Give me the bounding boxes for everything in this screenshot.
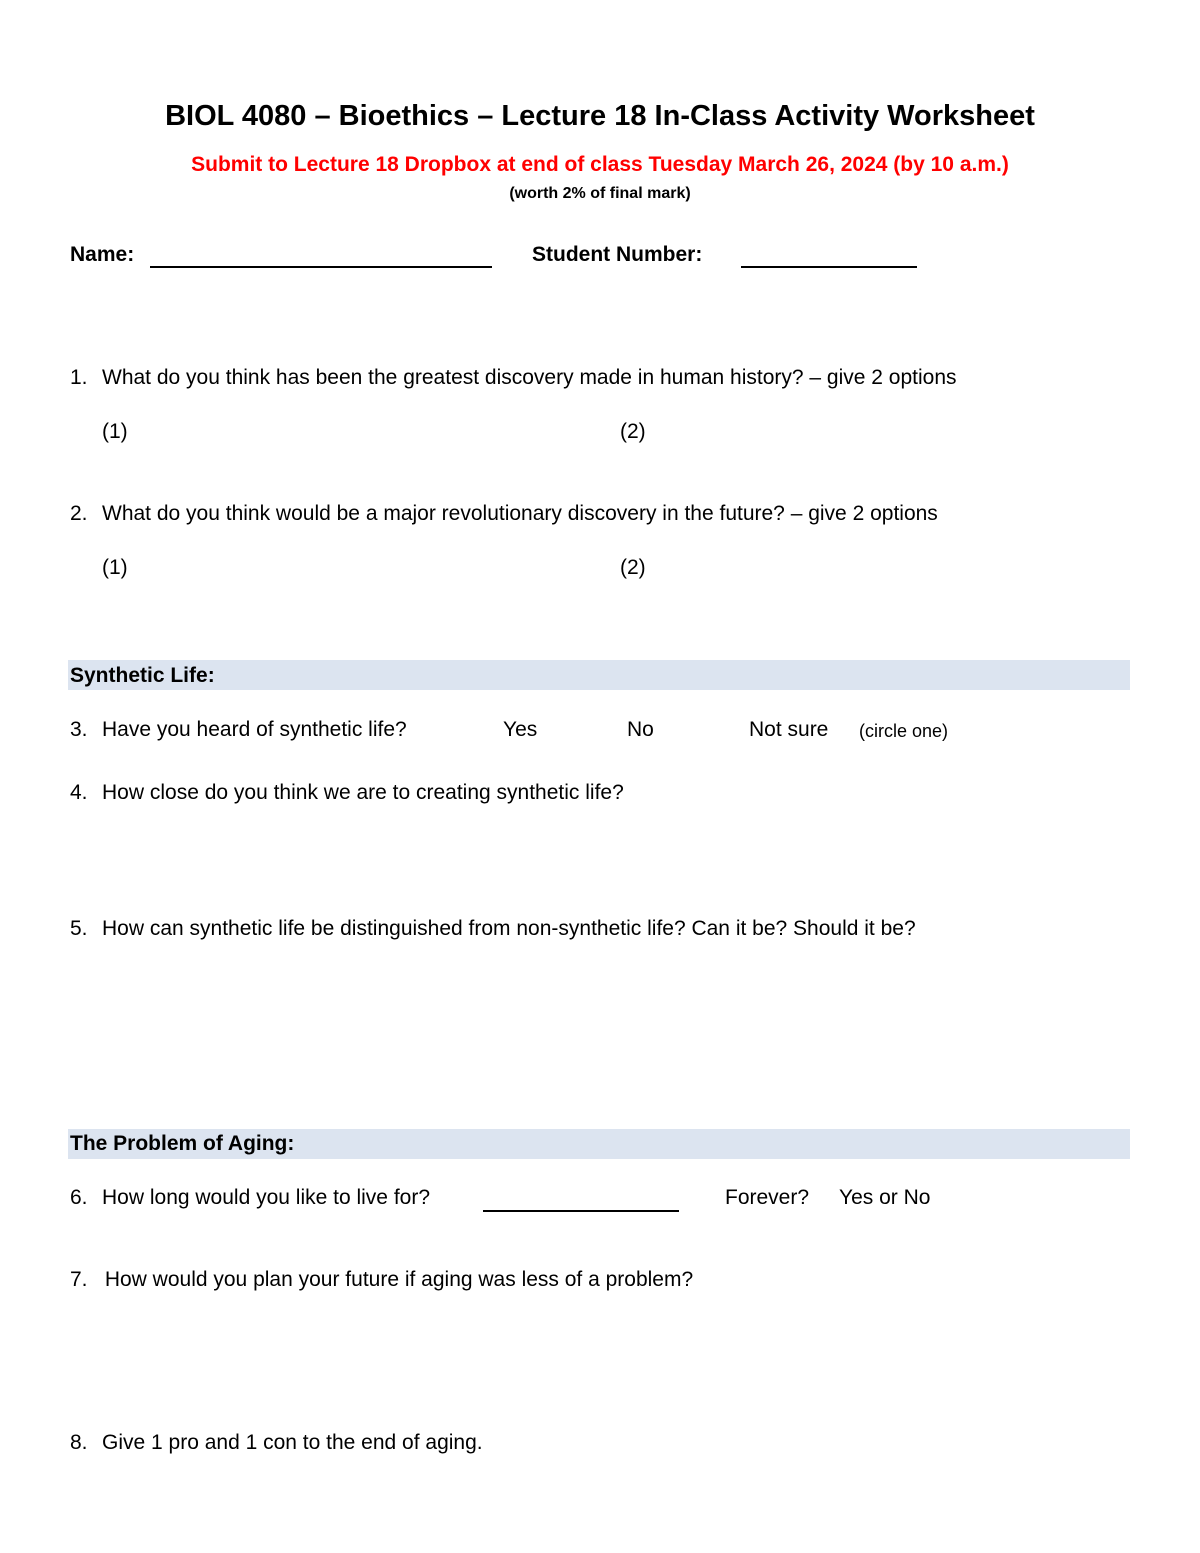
name-label: Name: xyxy=(70,243,135,266)
question-number: 3. xyxy=(70,718,88,741)
question-number: 7. xyxy=(70,1268,88,1291)
question-text: What do you think would be a major revolutionary discovery in the future? – give 2 options xyxy=(102,502,938,525)
question-number: 2. xyxy=(70,502,88,525)
answer-not-sure[interactable]: Not sure xyxy=(749,718,829,741)
answer-yes[interactable]: Yes xyxy=(503,718,538,741)
q1-option-1-label: (1) xyxy=(102,420,128,443)
question-8 xyxy=(70,1428,483,1458)
question-number: 8. xyxy=(70,1431,88,1454)
section-band-synthetic-life xyxy=(68,660,1130,690)
worth-note: (worth 2% of final mark) xyxy=(509,185,691,202)
question-text: How would you plan your future if aging was less of a problem? xyxy=(99,1268,694,1291)
q1-option-2-label: (2) xyxy=(620,420,646,443)
question-text: Give 1 pro and 1 con to the end of aging. xyxy=(102,1431,483,1454)
section-title-synthetic-life: Synthetic Life: xyxy=(70,664,215,687)
circle-one-hint: (circle one) xyxy=(859,721,949,741)
question-text: How can synthetic life be distinguished from non-synthetic life? Can it be? Should it be? xyxy=(102,917,916,940)
question-number: 4. xyxy=(70,781,88,804)
question-number: 5. xyxy=(70,917,88,940)
student-number-label: Student Number: xyxy=(532,243,703,266)
question-text: How long would you like to live for? xyxy=(102,1186,431,1209)
section-title-aging: The Problem of Aging: xyxy=(70,1132,295,1155)
question-1 xyxy=(70,363,957,393)
question-text: Have you heard of synthetic life? xyxy=(102,718,407,741)
q2-option-2-label: (2) xyxy=(620,556,646,579)
q2-option-1-label: (1) xyxy=(102,556,128,579)
forever-question: Forever? xyxy=(725,1186,810,1209)
question-7 xyxy=(70,1265,693,1295)
name-field[interactable] xyxy=(150,244,492,268)
submission-note: Submit to Lecture 18 Dropbox at end of class Tuesday March 26, 2024 (by 10 a.m.) xyxy=(191,153,1009,176)
question-text: What do you think has been the greatest discovery made in human history? – give 2 options xyxy=(102,366,957,389)
question-2 xyxy=(70,499,938,529)
yes-or-no-options[interactable]: Yes or No xyxy=(839,1186,931,1209)
question-4 xyxy=(70,778,624,808)
question-number: 1. xyxy=(70,366,88,389)
lifespan-answer-field[interactable] xyxy=(483,1188,679,1212)
student-number-field[interactable] xyxy=(741,244,917,268)
question-5 xyxy=(70,914,916,944)
question-number: 6. xyxy=(70,1186,88,1209)
question-3 xyxy=(70,715,407,745)
question-6 xyxy=(70,1183,430,1213)
worksheet-title: BIOL 4080 – Bioethics – Lecture 18 In-Class Activity Worksheet xyxy=(165,100,1035,132)
question-text: How close do you think we are to creating synthetic life? xyxy=(102,781,624,804)
answer-no[interactable]: No xyxy=(627,718,654,741)
